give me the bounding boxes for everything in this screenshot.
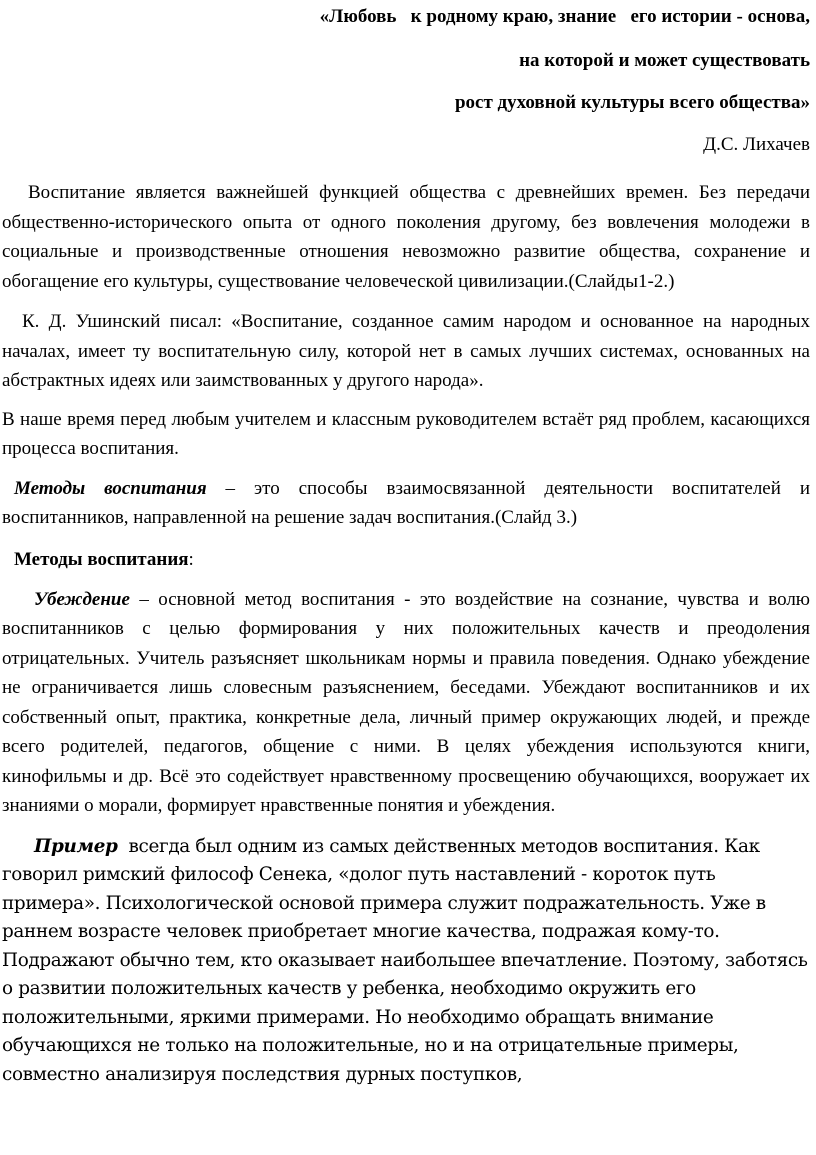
section-heading-text: Методы воспитания xyxy=(14,548,189,570)
paragraph-example xyxy=(2,833,813,1090)
term-methods: Методы воспитания xyxy=(14,477,207,499)
paragraph-methods-definition xyxy=(2,474,810,533)
paragraph-modern-problems: В наше время перед любым учителем и классным руководителем встаёт ряд проблем, касающихся процесса воспитания. xyxy=(2,408,810,459)
paragraph-upbringing-function: Воспитание является важнейшей функцией общества с древнейших времен. Без передачи общественно-исторического опыта от одного поколения другому, без вовлечения молодежи в социальные и производственные отношения невозможно развитие общества, сохранение и обогащение его культуры, существование человеческой цивилизации.(Слайды1-2.) xyxy=(2,182,810,292)
epigraph-line-3: рост духовной культуры всего общества» xyxy=(454,92,810,113)
persuasion-text: – основной метод воспитания - это воздействие на сознание, чувства и волю воспитанников с целью формирования у них положительных качеств и преодоления отрицательных. Учитель разъясняет школьникам нормы и правила поведения. Однако убеждение не ограничивается лишь словесным разъяснением, беседами. Убеждают воспитанников и их собственный опыт, практика, конкретные дела, личный пример окружающих людей, и прежде всего родителей, педагогов, общение с ними. В целях убеждения используются книги, кинофильмы и др. Всё это содействует нравственному просвещению обучающихся, вооружает их знаниями о морали, формирует нравственные понятия и убеждения. xyxy=(2,588,810,816)
term-persuasion: Убеждение xyxy=(34,588,130,610)
epigraph-line-1: «Любовь к родному краю, знание его истории - основа, xyxy=(319,6,810,27)
paragraph-persuasion xyxy=(2,585,810,821)
section-heading-methods xyxy=(2,545,810,575)
methods-definition-text: – это способы взаимосвязанной деятельности воспитателей и воспитанников, направленной на решение задач воспитания.(Слайд 3.) xyxy=(2,477,811,528)
section-heading-colon: : xyxy=(188,548,194,570)
example-text: всегда был одним из самых действенных методов воспитания. Как говорил римский философ Сенека, «долог путь наставлений - короток путь примера». Психологической основой примера служит подражательность. Уже в раннем возрасте человек приобретает многие качества, подражая кому-то. Подражают обычно тем, кто оказывает наибольшее впечатление. Поэтому, заботясь о развитии положительных качеств у ребенка, необходимо окружить его положительными, яркими примерами. Но необходимо обращать внимание обучающихся не только на положительные, но и на отрицательные примеры, совместно анализируя последствия дурных поступков, xyxy=(2,835,813,1085)
term-example: Пример xyxy=(34,835,118,857)
epigraph-author: Д.С. Лихачев xyxy=(703,134,810,155)
epigraph-line-2: на которой и может существовать xyxy=(519,50,810,71)
paragraph-ushinsky-quote: К. Д. Ушинский писал: «Воспитание, созданное самим народом и основанное на народных началах, имеет ту воспитательную силу, которой нет в самых лучших системах, основанных на абстрактных идеях или заимствованных у другого народа». xyxy=(2,311,810,391)
